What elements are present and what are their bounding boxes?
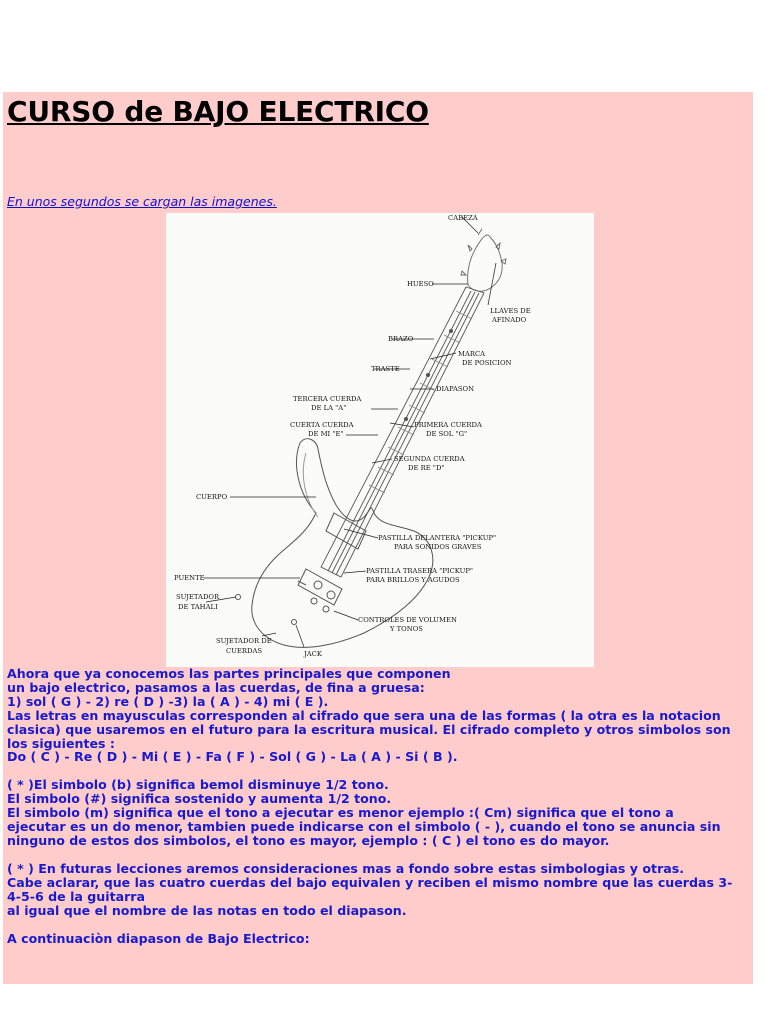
bass-guitar-diagram <box>166 213 594 667</box>
label-segunda-2: DE RE "D" <box>408 464 445 472</box>
label-hueso: HUESO <box>407 280 434 288</box>
label-primera-1: PRIMERA CUERDA <box>414 421 482 429</box>
label-cuarta-2: DE MI "E" <box>308 430 344 438</box>
paragraph-intro <box>7 667 752 764</box>
text-line: ninguno de estos dos simbolos, el tono es mayor, ejemplo : ( C ) el tono es do mayor. <box>7 832 610 848</box>
label-segunda-1: SEGUNDA CUERDA <box>394 455 465 463</box>
text-line: Ahora que ya conocemos las partes principales que componen <box>7 666 451 681</box>
paragraph-next-section <box>7 932 752 946</box>
text-line: un bajo electrico, pasamos a las cuerdas, de fina a gruesa: <box>7 679 425 695</box>
label-sujet-cuerdas-2: CUERDAS <box>226 647 263 655</box>
label-sujet-cuerdas-1: SUJETADOR DE <box>216 637 272 645</box>
label-brazo: BRAZO <box>388 335 414 343</box>
label-jack: JACK <box>304 650 322 658</box>
label-llaves-1: LLAVES DE <box>490 307 531 315</box>
label-diapason: DIAPASON <box>436 385 475 393</box>
paragraph-symbols <box>7 778 752 848</box>
label-cuarta-1: CUERTA CUERDA <box>290 421 354 429</box>
page-content <box>3 92 753 984</box>
text-line: Cabe aclarar, que las cuatro cuerdas del bajo equivalen y reciben el mismo nombre que las cuerdas 3- <box>7 874 733 890</box>
label-pastilla-tra-2: PARA BRILLOS Y AGUDOS <box>366 576 460 584</box>
text-line: clasica) que usaremos en el futuro para la escritura musical. El cifrado completo y otros simbolos son <box>7 721 731 737</box>
label-cuerpo: CUERPO <box>196 493 228 501</box>
text-line: ejecutar es un do menor, tambien puede indicarse con el simbolo ( - ), cuando el tono se anuncia sin <box>7 819 721 835</box>
text-line: El simbolo (m) significa que el tono a ejecutar es menor ejemplo :( Cm) significa que el tono a <box>7 805 674 821</box>
label-sujetador-2: DE TAHALI <box>178 603 218 611</box>
headstock-drawing <box>461 229 506 291</box>
lesson-text <box>7 667 752 945</box>
label-puente: PUENTE <box>174 574 205 582</box>
text-line: ( * ) En futuras lecciones aremos consideraciones mas a fondo sobre estas simbologias y otras. <box>7 860 685 876</box>
label-controles-1: CONTROLES DE VOLUMEN <box>358 616 457 624</box>
text-line: los siguientes : <box>7 735 115 751</box>
text-line: 4-5-6 de la guitarra <box>7 888 146 904</box>
bass-guitar-illustration <box>166 213 594 667</box>
label-tercera-1: TERCERA CUERDA <box>293 395 362 403</box>
text-line: El simbolo (#) significa sostenido y aumenta 1/2 tono. <box>7 791 392 807</box>
label-pastilla-del-2: PARA SONIDOS GRAVES <box>394 543 482 551</box>
label-pastilla-tra-1: PASTILLA TRASERA "PICKUP" <box>366 567 474 575</box>
label-tercera-2: DE LA "A" <box>311 404 347 412</box>
label-traste: TRASTE <box>371 365 400 373</box>
label-cabeza: CABEZA <box>448 214 478 222</box>
text-line: Las letras en mayusculas corresponden al cifrado que sera una de las formas ( la otra es la notacion <box>7 707 721 723</box>
text-line: A continuaciòn diapason de Bajo Electrico: <box>7 930 310 946</box>
text-line: al igual que el nombre de las notas en todo el diapason. <box>7 902 407 918</box>
text-line: ( * )El simbolo (b) significa bemol disminuye 1/2 tono. <box>7 777 389 793</box>
page-title: CURSO de BAJO ELECTRICO <box>7 95 429 128</box>
label-primera-2: DE SOL "G" <box>426 430 468 438</box>
label-pastilla-del-1: PASTILLA DELANTERA "PICKUP" <box>378 534 497 542</box>
label-sujetador-1: SUJETADOR <box>176 593 220 601</box>
label-llaves-2: AFINADO <box>492 316 527 324</box>
loading-link[interactable]: En unos segundos se cargan las imagenes. <box>7 194 277 209</box>
text-line: 1) sol ( G ) - 2) re ( D ) -3) la ( A ) - 4) mi ( E ). <box>7 693 329 709</box>
label-controles-2: Y TONOS <box>390 625 423 633</box>
paragraph-future-lessons <box>7 862 752 918</box>
text-line: Do ( C ) - Re ( D ) - Mi ( E ) - Fa ( F ) - Sol ( G ) - La ( A ) - Si ( B ). <box>7 749 458 765</box>
label-marca-1: MARCA <box>458 350 486 358</box>
diagram-labels <box>174 214 531 658</box>
label-marca-2: DE POSICION <box>462 359 512 367</box>
